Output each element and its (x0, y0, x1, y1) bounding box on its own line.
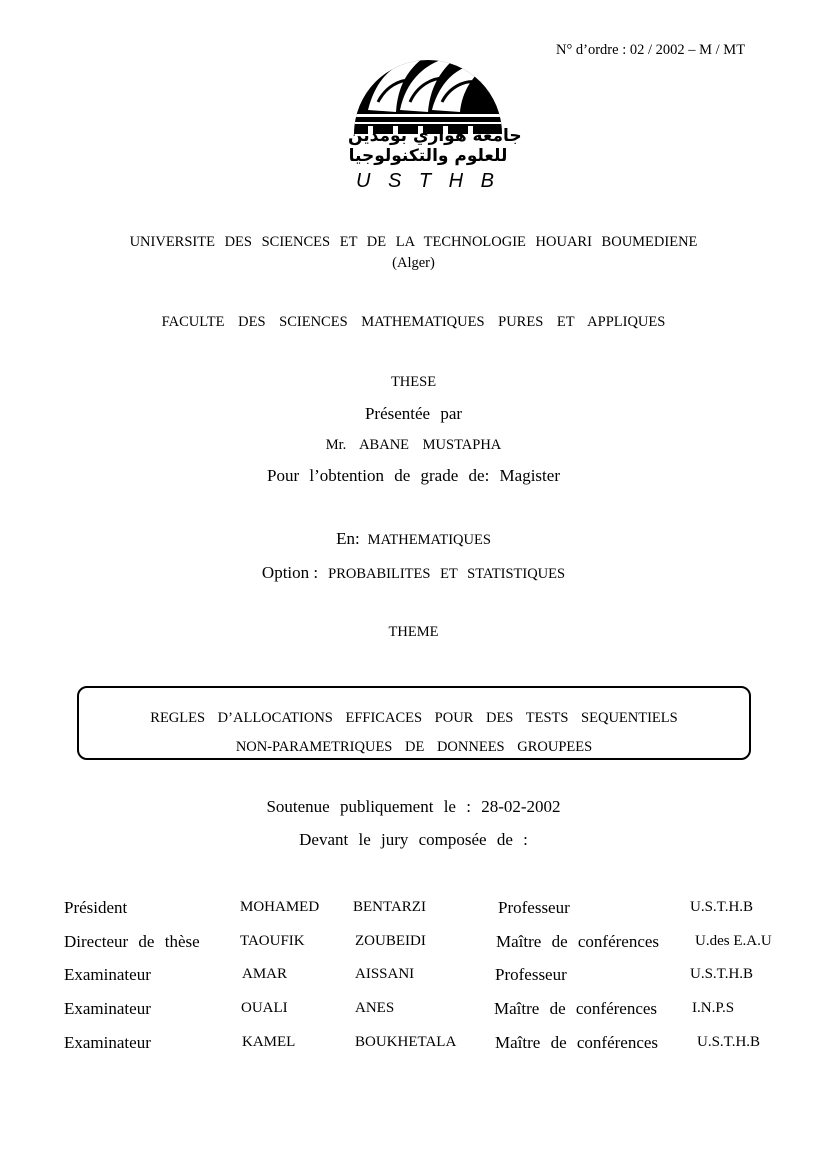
jury-grade: Maître de conférences (494, 999, 658, 1018)
usthb-logo-icon (348, 30, 508, 140)
jury-grade: Maître de conférences (495, 1033, 659, 1052)
option-value: PROBABILITES ET STATISTIQUES (328, 566, 566, 582)
field-label: En: (336, 529, 360, 548)
author-name: Mr. ABANE MUSTAPHA (325, 437, 502, 453)
jury-intro: Devant le jury composée de : (299, 830, 528, 849)
logo-latin: U S T H B (355, 170, 500, 192)
jury-grade: Professeur (495, 965, 567, 984)
jury-role: Examinateur (64, 965, 151, 984)
jury-institution: U.des E.A.U (695, 933, 772, 949)
jury-role: Directeur de thèse (64, 932, 200, 951)
logo-arabic-line1: جامعة هواري بومدين (348, 126, 522, 146)
defense-date: Soutenue publiquement le : 28-02-2002 (266, 797, 561, 816)
order-number: N° d’ordre : 02 / 2002 – M / MT (556, 42, 746, 58)
theme-label: THEME (388, 624, 439, 640)
jury-institution: U.S.T.H.B (697, 1034, 761, 1050)
jury-first-name: MOHAMED (240, 899, 320, 915)
field-value: MATHEMATIQUES (367, 532, 491, 548)
jury-last-name: AISSANI (355, 966, 415, 982)
jury-institution: U.S.T.H.B (690, 899, 754, 915)
jury-role: Examinateur (64, 1033, 151, 1052)
university-name: UNIVERSITE DES SCIENCES ET DE LA TECHNOLOGIE HOUARI BOUMEDIENE (129, 234, 698, 250)
jury-last-name: BOUKHETALA (355, 1034, 457, 1050)
jury-first-name: TAOUFIK (240, 933, 305, 949)
jury-institution: I.N.P.S (692, 1000, 735, 1016)
jury-institution: U.S.T.H.B (690, 966, 754, 982)
presented-by: Présentée par (364, 404, 463, 423)
jury-first-name: AMAR (242, 966, 288, 982)
degree-purpose: Pour l’obtention de grade de: Magister (267, 466, 560, 485)
faculty-name: FACULTE DES SCIENCES MATHEMATIQUES PURES ET APPLIQUES (161, 314, 666, 330)
jury-last-name: ZOUBEIDI (355, 933, 426, 949)
field-line (0, 529, 827, 549)
logo-arabic-line2: للعلوم والتكنولوجيا (348, 146, 508, 166)
jury-grade: Professeur (498, 898, 570, 917)
thesis-heading: THESE (390, 374, 437, 390)
option-label: Option : (261, 563, 319, 582)
jury-first-name: KAMEL (242, 1034, 296, 1050)
university-logo (348, 30, 522, 195)
jury-last-name: BENTARZI (353, 899, 426, 915)
jury-last-name: ANES (355, 1000, 395, 1016)
thesis-title-box (77, 686, 751, 760)
option-line (0, 563, 827, 583)
jury-role: Président (64, 898, 128, 917)
jury-role: Examinateur (64, 999, 151, 1018)
jury-first-name: OUALI (241, 1000, 288, 1016)
university-city: (Alger) (392, 255, 435, 271)
thesis-title-line2: NON-PARAMETRIQUES DE DONNEES GROUPEES (235, 739, 593, 755)
jury-grade: Maître de conférences (496, 932, 660, 951)
thesis-title-line1: REGLES D’ALLOCATIONS EFFICACES POUR DES TESTS SEQUENTIELS (150, 710, 678, 726)
